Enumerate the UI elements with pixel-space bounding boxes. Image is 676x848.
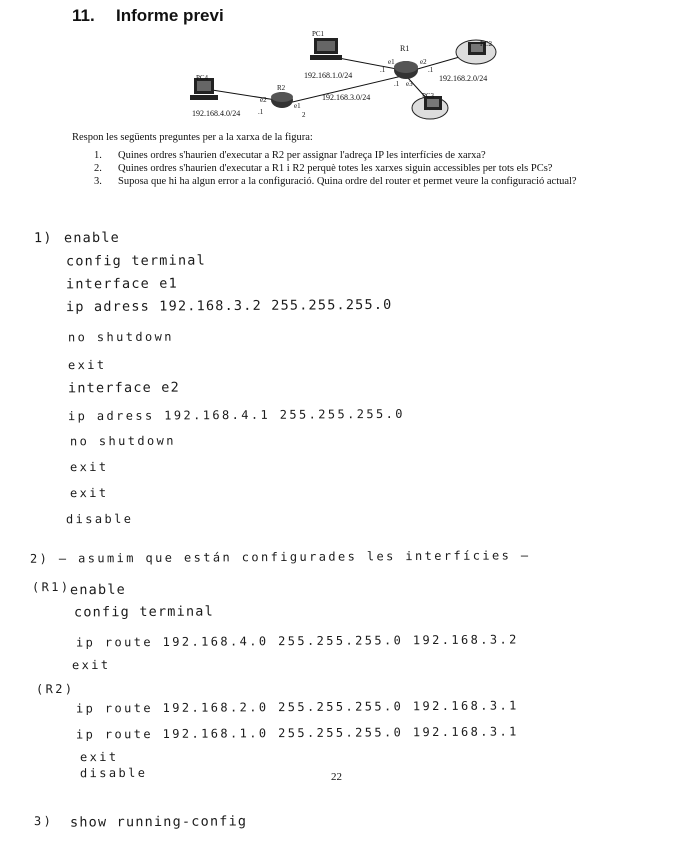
- handwritten-line: no shutdown: [69, 433, 176, 449]
- handwritten-line: no shutdown: [67, 329, 174, 345]
- handwritten-line: exit: [67, 357, 107, 373]
- handwritten-line: enable: [69, 581, 127, 599]
- handwritten-line: exit: [69, 459, 109, 475]
- handwritten-line: disable: [79, 765, 148, 781]
- answer2-header: 2) — asumim que están configurades les interfícies —: [29, 548, 531, 566]
- handwritten-line: exit: [69, 485, 109, 501]
- handwritten-line: enable: [63, 229, 121, 247]
- question-item: 2. Quines ordres s'haurien d'executar a R1 i R2 perquè totes les xarxes siguin accessibles per tots els PCs?: [94, 163, 553, 174]
- pc4-label: PC4: [196, 74, 209, 82]
- net4-label: 192.168.4.0/24: [192, 109, 241, 118]
- handwritten-line: exit: [71, 657, 111, 673]
- handwritten-line: ip adress 192.168.4.1 255.255.255.0: [67, 406, 405, 424]
- questions-list: [94, 150, 634, 189]
- r2-e2-label: e2: [260, 96, 267, 104]
- handwritten-line: ip route 192.168.1.0 255.255.255.0 192.168.3.1: [75, 724, 519, 742]
- section-heading: [72, 6, 224, 26]
- question-item: 3. Suposa que hi ha algun error a la configuració. Quina ordre del router et permet veure la configuració actual?: [94, 176, 577, 187]
- section-number: 11.: [72, 6, 95, 25]
- r2-label: R2: [277, 84, 286, 92]
- r1-e1-ip: .1: [380, 66, 386, 74]
- pc1-computer-icon: [310, 38, 342, 60]
- r1-e2-ip: .1: [428, 66, 434, 74]
- handwritten-line: show running-config: [69, 813, 248, 831]
- handwritten-line: ip adress 192.168.3.2 255.255.255.0: [65, 296, 393, 316]
- network-diagram: [180, 28, 520, 124]
- page-number: 22: [331, 771, 342, 783]
- r1-e3-ip: .1: [394, 80, 400, 88]
- r2-e1-label: e1: [294, 102, 301, 110]
- pc3-label: PC3: [422, 92, 435, 100]
- section-title: Informe previ: [116, 6, 224, 25]
- question-item: 1. Quines ordres s'haurien d'executar a R2 per assignar l'adreça IP les interfícies de xarxa?: [94, 150, 486, 161]
- r2-e2-ip: .1: [258, 108, 264, 116]
- r2-marker: (R2): [35, 681, 75, 697]
- r1-e2-label: e2: [420, 58, 427, 66]
- r1-marker: (R1): [31, 579, 71, 595]
- r2-e1-ip: 2: [302, 111, 306, 119]
- handwritten-line: ip route 192.168.2.0 255.255.255.0 192.168.3.1: [75, 698, 519, 716]
- handwritten-line: disable: [65, 511, 134, 527]
- handwritten-line: config terminal: [73, 603, 214, 621]
- net3-label: 192.168.3.0/24: [322, 93, 371, 102]
- net1-label: 192.168.1.0/24: [304, 71, 353, 80]
- answer1-marker: 1): [33, 229, 53, 247]
- r1-e1-label: e1: [388, 58, 395, 66]
- handwritten-line: exit: [79, 749, 119, 765]
- r1-label: R1: [400, 44, 410, 53]
- net2-label: 192.168.2.0/24: [439, 74, 488, 83]
- questions-intro: Respon les següents preguntes per a la xarxa de la figura:: [72, 132, 313, 143]
- r2-router-icon: [271, 92, 293, 108]
- r1-e3-label: e3: [406, 80, 413, 88]
- handwritten-line: ip route 192.168.4.0 255.255.255.0 192.168.3.2: [75, 632, 519, 650]
- handwritten-line: interface e1: [65, 275, 178, 293]
- pc2-label: PC2: [480, 40, 493, 48]
- handwritten-line: interface e2: [67, 379, 180, 397]
- r1-router-icon: [394, 61, 418, 79]
- handwritten-line: config terminal: [65, 252, 206, 270]
- pc1-label: PC1: [312, 30, 325, 38]
- answer3-marker: 3): [33, 813, 54, 829]
